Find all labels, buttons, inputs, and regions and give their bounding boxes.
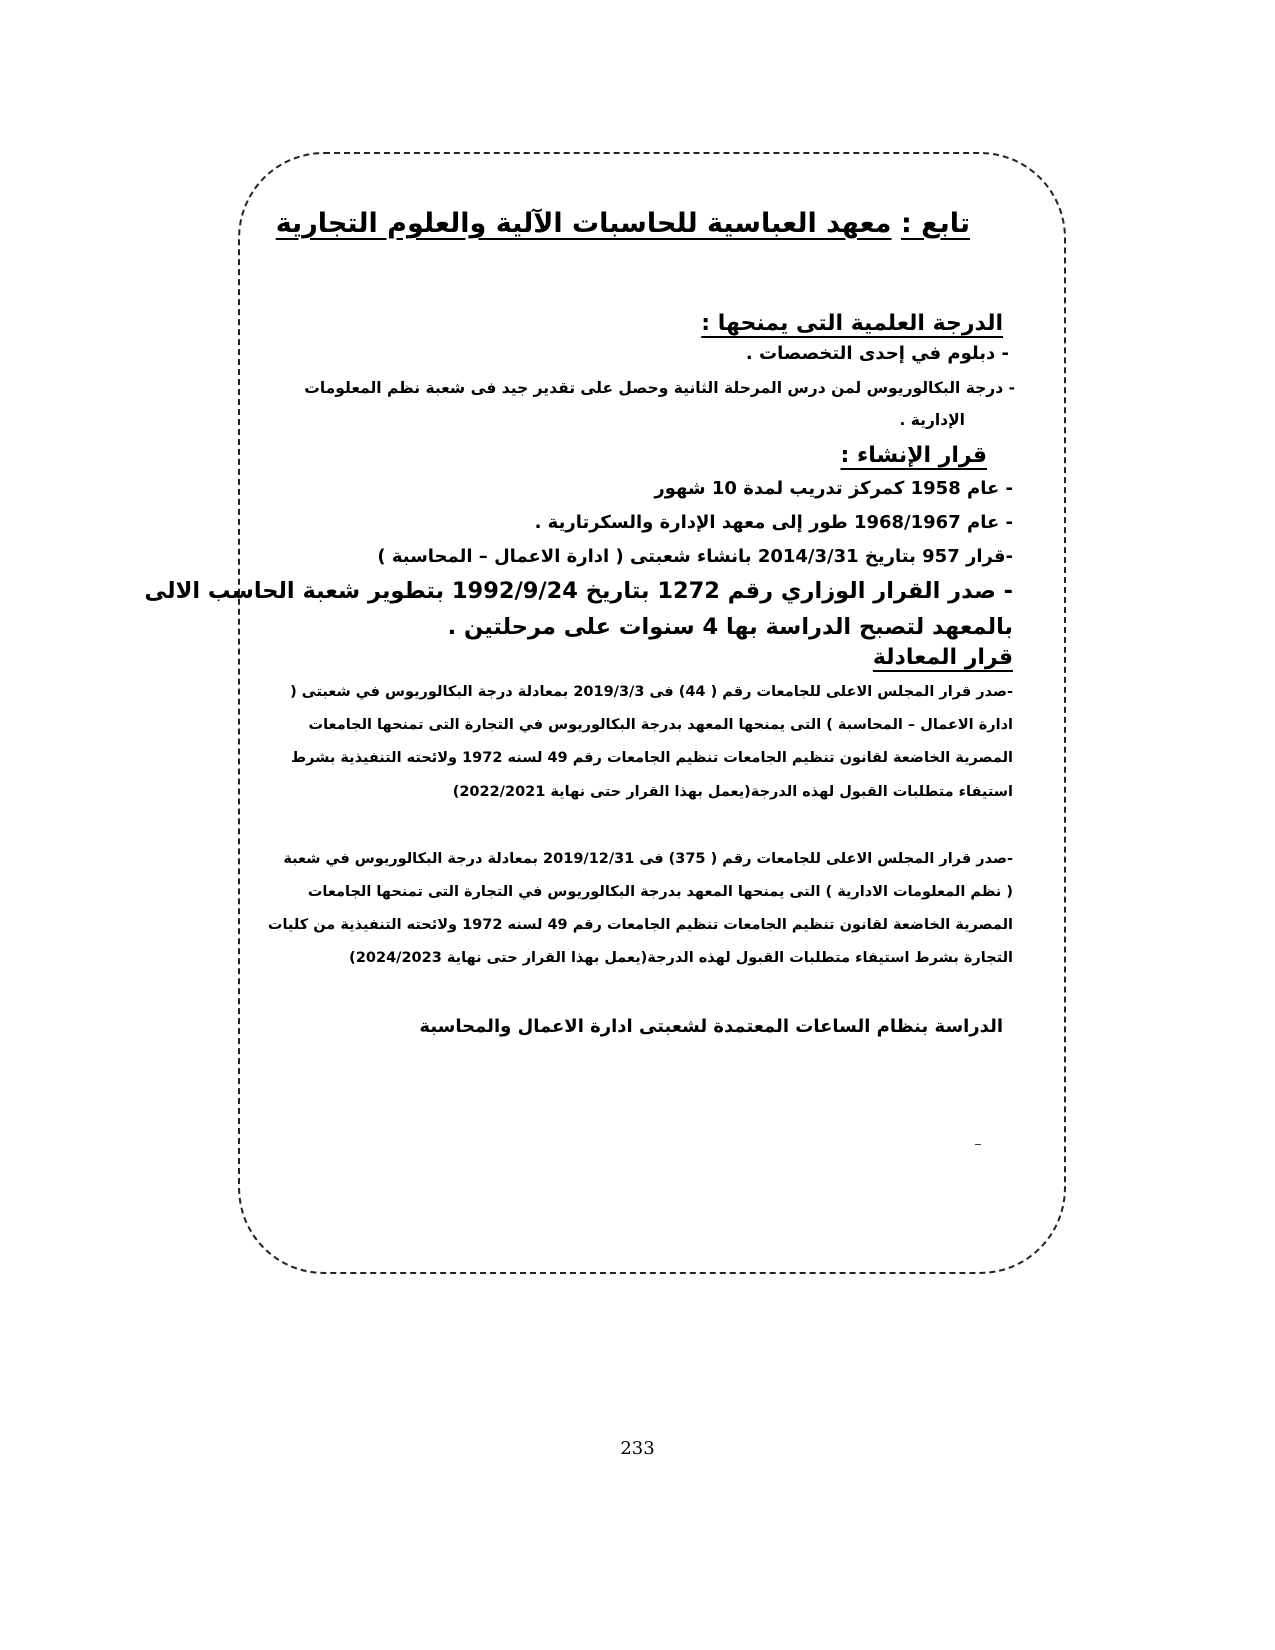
equivalency-p2-line: -صدر قرار المجلس الاعلى للجامعات رقم ( 375) فى 2019/12/31 بمعادلة درجة البكالوريوس في شعبة	[283, 851, 1013, 867]
degree-item-bachelor-cont: الإدارية .	[899, 411, 965, 429]
degree-heading: الدرجة العلمية التى يمنحها :	[701, 311, 1003, 336]
establishment-heading: قرار الإنشاء :	[840, 443, 987, 468]
degree-item-diploma: - دبلوم في إحدى التخصصات .	[745, 343, 1009, 364]
credit-hours-note: الدراسة بنظام الساعات المعتمدة لشعبتى ادارة الاعمال والمحاسبة	[419, 1016, 1003, 1037]
equivalency-p1-line: المصرية الخاضعة لقانون تنظيم الجامعات تنظيم الجامعات رقم 49 لسنه 1972 ولائحته التنفيذية بشرط	[291, 750, 1013, 766]
title-name: معهد العباسية للحاسبات الآلية والعلوم التجارية	[275, 208, 892, 239]
establishment-item: بالمعهد لتصبح الدراسة بها 4 سنوات على مرحلتين .	[447, 614, 1013, 640]
page-number: 233	[620, 1438, 655, 1459]
equivalency-p1-line: ادارة الاعمال – المحاسبة ) التى يمنحها المعهد بدرجة البكالوريوس في التجارة التى تمنحها الجامعات	[308, 717, 1013, 733]
stray-dash-mark	[975, 1144, 981, 1145]
equivalency-p2-line: المصرية الخاضعة لقانون تنظيم الجامعات تنظيم الجامعات رقم 49 لسنه 1972 ولائحته التنفيذية من كليات	[267, 917, 1013, 933]
establishment-item: -قرار 957 بتاريخ 2014/3/31 بانشاء شعبتى ( ادارة الاعمال – المحاسبة )	[377, 546, 1013, 567]
equivalency-p2-line: التجارة بشرط استيفاء متطلبات القبول لهذه الدرجة(يعمل بهذا القرار حتى نهاية 2024/2023)	[349, 950, 1013, 966]
title-prefix: تابع :	[900, 208, 970, 239]
degree-item-bachelor: - درجة البكالوريوس لمن درس المرحلة الثانية وحصل على تقدير جيد فى شعبة نظم المعلومات	[304, 379, 1015, 397]
page-title	[275, 208, 970, 239]
equivalency-heading: قرار المعادلة	[872, 645, 1013, 670]
equivalency-p1-line: -صدر قرار المجلس الاعلى للجامعات رقم ( 44) فى 2019/3/3 بمعادلة درجة البكالوريوس في شعبتى (	[290, 684, 1013, 700]
establishment-item: - عام 1968/1967 طور إلى معهد الإدارة والسكرتارية .	[534, 512, 1013, 533]
equivalency-p2-line: ( نظم المعلومات الادارية ) التى يمنحها المعهد بدرجة البكالوريوس في التجارة التى تمنحها الجامعات	[307, 884, 1013, 900]
equivalency-p1-line: استيفاء متطلبات القبول لهذه الدرجة(يعمل بهذا القرار حتى نهاية 2022/2021)	[452, 784, 1013, 800]
establishment-item: - صدر القرار الوزاري رقم 1272 بتاريخ 1992/9/24 بتطوير شعبة الحاسب الالى	[144, 578, 1013, 604]
establishment-item: - عام 1958 كمركز تدريب لمدة 10 شهور	[654, 478, 1013, 499]
